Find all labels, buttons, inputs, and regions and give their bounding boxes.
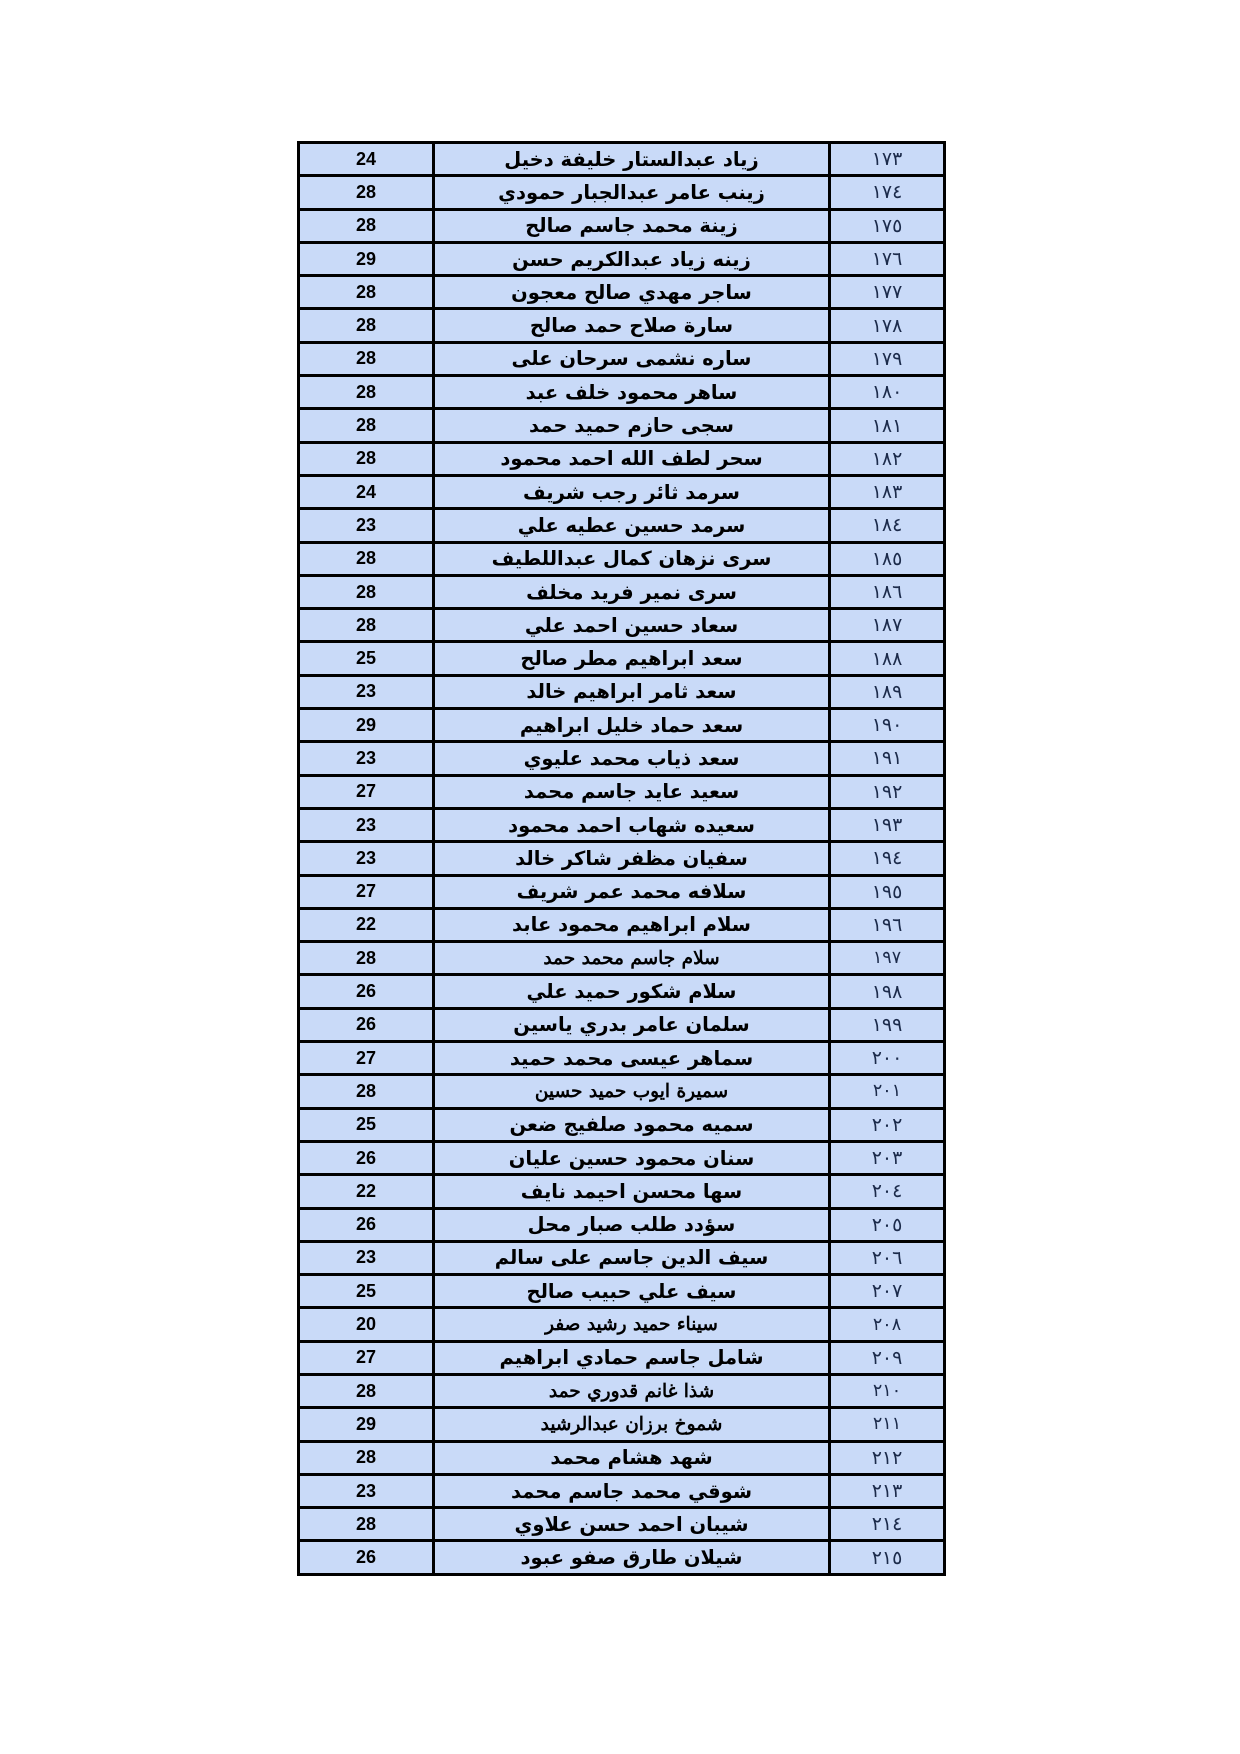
student-name-cell: سجى حازم حميد حمد <box>434 409 830 442</box>
table-row <box>299 1341 945 1374</box>
table-row <box>299 1208 945 1241</box>
age-cell: 27 <box>299 1042 434 1075</box>
age-cell: 25 <box>299 642 434 675</box>
serial-number-cell: ١٨٥ <box>830 542 945 575</box>
table-row <box>299 143 945 176</box>
student-name-cell: سعد ثامر ابراهيم خالد <box>434 675 830 708</box>
student-name-cell: شهد هشام محمد <box>434 1441 830 1474</box>
serial-number-cell: ١٩٠ <box>830 709 945 742</box>
table-row <box>299 1008 945 1041</box>
serial-number-cell: ١٧٧ <box>830 276 945 309</box>
table-row <box>299 209 945 242</box>
table-row <box>299 942 945 975</box>
age-cell: 29 <box>299 242 434 275</box>
student-name-cell: سلام جاسم محمد حمد <box>434 942 830 975</box>
serial-number-cell: ١٧٨ <box>830 309 945 342</box>
serial-number-cell: ١٩٢ <box>830 775 945 808</box>
student-name-cell: سماهر عيسى محمد حميد <box>434 1042 830 1075</box>
age-cell: 28 <box>299 409 434 442</box>
table-row <box>299 609 945 642</box>
table-row <box>299 842 945 875</box>
serial-number-cell: ١٩١ <box>830 742 945 775</box>
serial-number-cell: ١٧٦ <box>830 242 945 275</box>
serial-number-cell: ١٧٩ <box>830 342 945 375</box>
age-cell: 26 <box>299 1141 434 1174</box>
student-name-cell: شامل جاسم حمادي ابراهيم <box>434 1341 830 1374</box>
student-name-cell: سها محسن احيمد نايف <box>434 1175 830 1208</box>
table-row <box>299 975 945 1008</box>
serial-number-cell: ٢١٢ <box>830 1441 945 1474</box>
student-name-cell: زياد عبدالستار خليفة دخيل <box>434 143 830 176</box>
age-cell: 27 <box>299 875 434 908</box>
student-name-cell: سعد ابراهيم مطر صالح <box>434 642 830 675</box>
table-row <box>299 1241 945 1274</box>
age-cell: 28 <box>299 309 434 342</box>
student-name-cell: زينة محمد جاسم صالح <box>434 209 830 242</box>
age-cell: 28 <box>299 942 434 975</box>
serial-number-cell: ٢١٥ <box>830 1541 945 1574</box>
student-name-cell: شذا غانم قدوري حمد <box>434 1374 830 1407</box>
student-name-cell: سعد حماد خليل ابراهيم <box>434 709 830 742</box>
age-cell: 22 <box>299 1175 434 1208</box>
table-row <box>299 475 945 508</box>
table-row <box>299 442 945 475</box>
serial-number-cell: ١٩٦ <box>830 908 945 941</box>
serial-number-cell: ٢٠٧ <box>830 1275 945 1308</box>
serial-number-cell: ١٩٤ <box>830 842 945 875</box>
age-cell: 23 <box>299 675 434 708</box>
table-row <box>299 176 945 209</box>
student-name-cell: سرمد ثائر رجب شريف <box>434 475 830 508</box>
serial-number-cell: ٢١٣ <box>830 1474 945 1507</box>
age-cell: 20 <box>299 1308 434 1341</box>
serial-number-cell: ١٨٣ <box>830 475 945 508</box>
age-cell: 25 <box>299 1108 434 1141</box>
student-name-cell: سيف علي حبيب صالح <box>434 1275 830 1308</box>
age-cell: 26 <box>299 1008 434 1041</box>
table-row <box>299 1508 945 1541</box>
serial-number-cell: ١٩٧ <box>830 942 945 975</box>
serial-number-cell: ١٨١ <box>830 409 945 442</box>
student-name-cell: زينب عامر عبدالجبار حمودي <box>434 176 830 209</box>
age-cell: 28 <box>299 1508 434 1541</box>
student-name-cell: سرى نمير فريد مخلف <box>434 575 830 608</box>
age-cell: 28 <box>299 575 434 608</box>
student-name-cell: سيناء حميد رشيد صفر <box>434 1308 830 1341</box>
age-cell: 28 <box>299 376 434 409</box>
table-row <box>299 509 945 542</box>
table-row <box>299 276 945 309</box>
table-row <box>299 1141 945 1174</box>
table-row <box>299 409 945 442</box>
table-row <box>299 1374 945 1407</box>
student-name-cell: سفيان مظفر شاكر خالد <box>434 842 830 875</box>
student-name-cell: سعيد عايد جاسم محمد <box>434 775 830 808</box>
serial-number-cell: ١٩٩ <box>830 1008 945 1041</box>
table-row <box>299 1275 945 1308</box>
serial-number-cell: ٢٠٣ <box>830 1141 945 1174</box>
age-cell: 24 <box>299 143 434 176</box>
student-name-cell: شموخ برزان عبدالرشيد <box>434 1408 830 1441</box>
serial-number-cell: ١٨٢ <box>830 442 945 475</box>
table-row <box>299 1075 945 1108</box>
age-cell: 27 <box>299 1341 434 1374</box>
student-name-cell: سيف الدين جاسم على سالم <box>434 1241 830 1274</box>
age-cell: 23 <box>299 1474 434 1507</box>
student-name-cell: سنان محمود حسين عليان <box>434 1141 830 1174</box>
serial-number-cell: ١٩٨ <box>830 975 945 1008</box>
table-row <box>299 808 945 841</box>
serial-number-cell: ١٩٣ <box>830 808 945 841</box>
table-row <box>299 1308 945 1341</box>
table-row <box>299 1108 945 1141</box>
roster-table-body <box>299 143 945 1575</box>
table-row <box>299 342 945 375</box>
age-cell: 28 <box>299 176 434 209</box>
student-name-cell: سعيده شهاب احمد محمود <box>434 808 830 841</box>
table-row <box>299 908 945 941</box>
serial-number-cell: ٢٠٨ <box>830 1308 945 1341</box>
student-name-cell: سعاد حسين احمد علي <box>434 609 830 642</box>
table-row <box>299 709 945 742</box>
student-roster-table <box>297 141 946 1576</box>
age-cell: 23 <box>299 1241 434 1274</box>
table-row <box>299 642 945 675</box>
age-cell: 28 <box>299 276 434 309</box>
serial-number-cell: ٢٠٥ <box>830 1208 945 1241</box>
serial-number-cell: ٢١٠ <box>830 1374 945 1407</box>
age-cell: 23 <box>299 509 434 542</box>
age-cell: 23 <box>299 808 434 841</box>
age-cell: 26 <box>299 1541 434 1574</box>
table-row <box>299 575 945 608</box>
serial-number-cell: ١٧٥ <box>830 209 945 242</box>
age-cell: 28 <box>299 342 434 375</box>
table-row <box>299 1541 945 1574</box>
serial-number-cell: ١٨٨ <box>830 642 945 675</box>
serial-number-cell: ٢٠٠ <box>830 1042 945 1075</box>
student-name-cell: سلافه محمد عمر شريف <box>434 875 830 908</box>
student-name-cell: سارة صلاح حمد صالح <box>434 309 830 342</box>
student-name-cell: سؤدد طلب صبار محل <box>434 1208 830 1241</box>
table-row <box>299 1474 945 1507</box>
serial-number-cell: ٢٠٦ <box>830 1241 945 1274</box>
age-cell: 23 <box>299 842 434 875</box>
table-row <box>299 1441 945 1474</box>
student-name-cell: شيلان طارق صفو عبود <box>434 1541 830 1574</box>
serial-number-cell: ٢١٤ <box>830 1508 945 1541</box>
table-row <box>299 775 945 808</box>
age-cell: 22 <box>299 908 434 941</box>
age-cell: 26 <box>299 975 434 1008</box>
serial-number-cell: ١٨٦ <box>830 575 945 608</box>
table-row <box>299 242 945 275</box>
age-cell: 24 <box>299 475 434 508</box>
student-name-cell: سلام ابراهيم محمود عابد <box>434 908 830 941</box>
table-row <box>299 309 945 342</box>
serial-number-cell: ١٨٤ <box>830 509 945 542</box>
table-row <box>299 1042 945 1075</box>
student-name-cell: سلمان عامر بدري ياسين <box>434 1008 830 1041</box>
serial-number-cell: ٢٠٤ <box>830 1175 945 1208</box>
serial-number-cell: ١٩٥ <box>830 875 945 908</box>
student-name-cell: شيبان احمد حسن علاوي <box>434 1508 830 1541</box>
student-name-cell: ساجر مهدي صالح معجون <box>434 276 830 309</box>
table-row <box>299 1408 945 1441</box>
age-cell: 28 <box>299 209 434 242</box>
age-cell: 29 <box>299 709 434 742</box>
serial-number-cell: ١٨٩ <box>830 675 945 708</box>
table-row <box>299 675 945 708</box>
serial-number-cell: ٢٠١ <box>830 1075 945 1108</box>
student-name-cell: سعد ذياب محمد عليوي <box>434 742 830 775</box>
serial-number-cell: ١٨٧ <box>830 609 945 642</box>
serial-number-cell: ١٧٤ <box>830 176 945 209</box>
table-row <box>299 1175 945 1208</box>
student-name-cell: ساره نشمى سرحان على <box>434 342 830 375</box>
student-name-cell: سميه محمود صلفيج ضعن <box>434 1108 830 1141</box>
table-row <box>299 742 945 775</box>
age-cell: 23 <box>299 742 434 775</box>
age-cell: 28 <box>299 1374 434 1407</box>
serial-number-cell: ٢١١ <box>830 1408 945 1441</box>
student-name-cell: سرمد حسين عطيه علي <box>434 509 830 542</box>
serial-number-cell: ١٨٠ <box>830 376 945 409</box>
age-cell: 26 <box>299 1208 434 1241</box>
student-name-cell: سرى نزهان كمال عبداللطيف <box>434 542 830 575</box>
student-name-cell: ساهر محمود خلف عبد <box>434 376 830 409</box>
table-row <box>299 376 945 409</box>
age-cell: 25 <box>299 1275 434 1308</box>
age-cell: 28 <box>299 609 434 642</box>
student-name-cell: سلام شكور حميد علي <box>434 975 830 1008</box>
age-cell: 28 <box>299 1075 434 1108</box>
student-name-cell: سحر لطف الله احمد محمود <box>434 442 830 475</box>
age-cell: 28 <box>299 1441 434 1474</box>
age-cell: 28 <box>299 542 434 575</box>
serial-number-cell: ٢٠٢ <box>830 1108 945 1141</box>
serial-number-cell: ٢٠٩ <box>830 1341 945 1374</box>
age-cell: 27 <box>299 775 434 808</box>
student-name-cell: زينه زياد عبدالكريم حسن <box>434 242 830 275</box>
age-cell: 29 <box>299 1408 434 1441</box>
student-name-cell: شوقي محمد جاسم محمد <box>434 1474 830 1507</box>
student-name-cell: سميرة ايوب حميد حسين <box>434 1075 830 1108</box>
table-row <box>299 542 945 575</box>
serial-number-cell: ١٧٣ <box>830 143 945 176</box>
table-row <box>299 875 945 908</box>
age-cell: 28 <box>299 442 434 475</box>
